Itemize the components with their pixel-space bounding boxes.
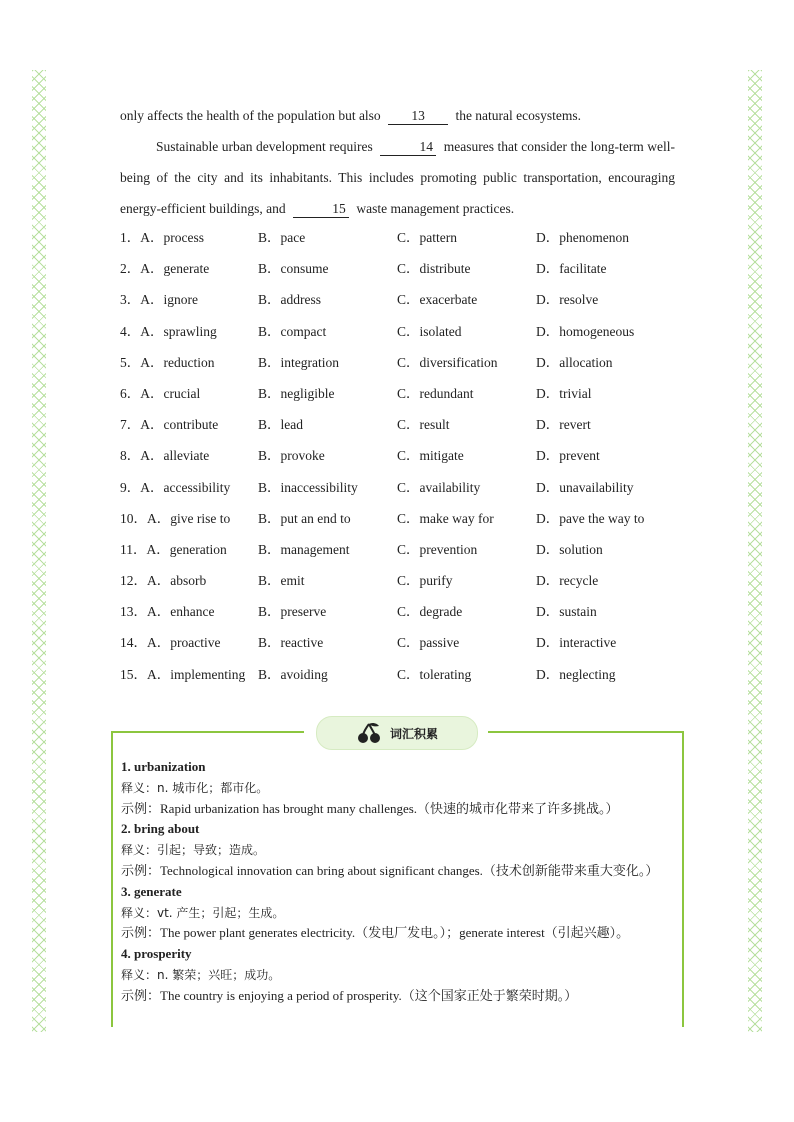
question-lead bbox=[120, 409, 258, 440]
vocab-term: 1. urbanization bbox=[121, 759, 206, 774]
option-a: A．enhance bbox=[147, 604, 215, 620]
question-lead bbox=[120, 534, 258, 565]
option-c: C．degrade bbox=[397, 604, 463, 620]
option-c: C．isolated bbox=[397, 323, 462, 339]
question-number: 9． bbox=[120, 479, 141, 495]
option-c: C．tolerating bbox=[397, 666, 472, 682]
question-list bbox=[120, 222, 680, 690]
question-number: 11． bbox=[120, 541, 147, 557]
question-row bbox=[120, 222, 680, 253]
option-d: D．allocation bbox=[536, 354, 613, 370]
question-row bbox=[120, 596, 680, 627]
question-lead bbox=[120, 627, 258, 658]
option-c: C．pattern bbox=[397, 230, 457, 245]
vocab-definition: 释义：vt. 产生；引起；生成。 bbox=[121, 905, 285, 920]
vocab-definition: 释义：n. 繁荣；兴旺；成功。 bbox=[121, 967, 281, 982]
question-number: 5． bbox=[120, 354, 141, 370]
passage-line-1-post: the natural ecosystems. bbox=[455, 108, 582, 123]
option-c: C．make way for bbox=[397, 510, 494, 526]
passage-line-1 bbox=[120, 100, 675, 131]
question-lead bbox=[120, 253, 258, 284]
option-b: B．compact bbox=[258, 323, 327, 339]
option-b: B．provoke bbox=[258, 448, 325, 464]
question-lead bbox=[120, 347, 258, 378]
vocab-example: 示例：Technological innovation can bring about significant changes.（技术创新能带来重大变化。） bbox=[121, 862, 659, 878]
option-a: A．crucial bbox=[140, 385, 201, 401]
option-d: D．pave the way to bbox=[536, 510, 645, 526]
question-number: 1． bbox=[120, 230, 141, 245]
passage-line-1-pre: only affects the health of the population but also bbox=[120, 108, 381, 123]
option-d: D．sustain bbox=[536, 604, 597, 620]
question-number: 8． bbox=[120, 448, 141, 464]
vocab-definition: 释义：n. 城市化；都市化。 bbox=[121, 780, 269, 795]
option-b: B．negligible bbox=[258, 385, 335, 401]
option-b: B．reactive bbox=[258, 635, 324, 651]
paragraph-2-pre: Sustainable urban development requires bbox=[156, 139, 373, 154]
option-c: C．prevention bbox=[397, 541, 478, 557]
question-lead bbox=[120, 378, 258, 409]
option-a: A．reduction bbox=[140, 354, 215, 370]
question-row bbox=[120, 565, 680, 596]
question-number: 13． bbox=[120, 604, 147, 620]
option-a: A．accessibility bbox=[140, 479, 231, 495]
option-c: C．mitigate bbox=[397, 448, 464, 464]
question-row bbox=[120, 316, 680, 347]
question-lead bbox=[120, 284, 258, 315]
question-lead bbox=[120, 222, 258, 253]
option-d: D．unavailability bbox=[536, 479, 634, 495]
option-d: D．phenomenon bbox=[536, 230, 629, 245]
option-d: D．trivial bbox=[536, 385, 592, 401]
paragraph-2-post: waste management practices. bbox=[356, 201, 515, 216]
option-c: C．purify bbox=[397, 573, 453, 589]
question-number: 2． bbox=[120, 261, 141, 277]
vocab-definition: 释义：引起；导致；造成。 bbox=[121, 843, 266, 858]
option-a: A．ignore bbox=[140, 292, 198, 308]
question-number: 14． bbox=[120, 635, 147, 651]
vocab-content bbox=[121, 757, 681, 1007]
question-lead bbox=[120, 565, 258, 596]
option-d: D．solution bbox=[536, 541, 603, 557]
question-row bbox=[120, 378, 680, 409]
option-d: D．neglecting bbox=[536, 666, 616, 682]
question-number: 10． bbox=[120, 510, 147, 526]
question-number: 6． bbox=[120, 385, 141, 401]
option-b: B．address bbox=[258, 292, 321, 308]
vocab-term: 4. prosperity bbox=[121, 946, 192, 962]
question-row bbox=[120, 627, 680, 658]
option-a: A．absorb bbox=[147, 573, 207, 589]
option-b: B．consume bbox=[258, 261, 329, 277]
option-b: B．avoiding bbox=[258, 666, 328, 682]
option-b: B．pace bbox=[258, 230, 306, 245]
option-b: B．emit bbox=[258, 573, 305, 589]
option-b: B．lead bbox=[258, 417, 303, 433]
question-lead bbox=[120, 440, 258, 471]
option-c: C．passive bbox=[397, 635, 460, 651]
option-a: A．give rise to bbox=[147, 510, 231, 526]
question-lead bbox=[120, 596, 258, 627]
question-number: 4． bbox=[120, 323, 141, 339]
question-number: 12． bbox=[120, 573, 147, 589]
option-d: D．interactive bbox=[536, 635, 617, 651]
option-c: C．exacerbate bbox=[397, 292, 478, 308]
question-row bbox=[120, 347, 680, 378]
vocab-example: 示例：The country is enjoying a period of prosperity.（这个国家正处于繁荣时期。） bbox=[121, 987, 578, 1003]
question-row bbox=[120, 472, 680, 503]
passage-text bbox=[120, 100, 675, 224]
option-c: C．distribute bbox=[397, 261, 471, 277]
option-b: B．put an end to bbox=[258, 510, 351, 526]
question-row bbox=[120, 534, 680, 565]
option-a: A．generation bbox=[146, 541, 227, 557]
option-b: B．inaccessibility bbox=[258, 479, 358, 495]
vocab-tab bbox=[316, 716, 478, 750]
question-number: 7． bbox=[120, 417, 141, 433]
vocab-entry bbox=[121, 757, 681, 819]
option-a: A．sprawling bbox=[140, 323, 217, 339]
option-b: B．integration bbox=[258, 354, 339, 370]
option-d: D．prevent bbox=[536, 448, 600, 464]
blank-13: 13 bbox=[388, 108, 448, 125]
option-d: D．revert bbox=[536, 417, 591, 433]
option-a: A．alleviate bbox=[140, 448, 210, 464]
question-row bbox=[120, 253, 680, 284]
vocab-entry bbox=[121, 819, 681, 881]
option-b: B．preserve bbox=[258, 604, 327, 620]
option-c: C．redundant bbox=[397, 385, 474, 401]
question-lead bbox=[120, 316, 258, 347]
left-decorative-border bbox=[32, 70, 46, 1032]
blank-15: 15 bbox=[293, 201, 349, 218]
vocab-term: 2. bring about bbox=[121, 821, 200, 837]
right-decorative-border bbox=[748, 70, 762, 1032]
option-d: D．recycle bbox=[536, 573, 599, 589]
question-number: 15． bbox=[120, 666, 147, 682]
option-c: C．result bbox=[397, 417, 450, 433]
vocab-term: 3. generate bbox=[121, 883, 182, 899]
option-a: A．generate bbox=[140, 261, 210, 277]
option-a: A．contribute bbox=[140, 417, 219, 433]
question-row bbox=[120, 409, 680, 440]
question-row bbox=[120, 503, 680, 534]
vocab-example: 示例：The power plant generates electricity.（发电厂发电。）；generate interest（引起兴趣）。 bbox=[121, 925, 630, 941]
question-row bbox=[120, 284, 680, 315]
blank-14: 14 bbox=[380, 139, 436, 156]
question-lead bbox=[120, 503, 258, 534]
option-d: D．resolve bbox=[536, 292, 599, 308]
option-c: C．availability bbox=[397, 479, 481, 495]
question-row bbox=[120, 659, 680, 690]
vocab-example: 示例：Rapid urbanization has brought many challenges.（快速的城市化带来了许多挑战。） bbox=[121, 800, 619, 816]
vocab-tab-title: 词汇积累 bbox=[389, 726, 438, 741]
question-number: 3． bbox=[120, 292, 141, 308]
vocab-entry bbox=[121, 882, 681, 944]
vocab-entry bbox=[121, 944, 681, 1006]
cherry-icon bbox=[356, 722, 382, 744]
paragraph-2-mid: measures that consider the long-term well-being of the city and its inhabitants. This includes promoting public transportation, encouraging energy-efficient buildings, and bbox=[120, 139, 676, 216]
option-c: C．diversification bbox=[397, 354, 498, 370]
option-d: D．homogeneous bbox=[536, 323, 635, 339]
question-lead bbox=[120, 659, 258, 690]
option-b: B．management bbox=[258, 541, 350, 557]
passage-paragraph-2 bbox=[120, 131, 675, 224]
option-a: A．process bbox=[140, 230, 204, 245]
option-a: A．implementing bbox=[147, 666, 246, 682]
option-d: D．facilitate bbox=[536, 261, 607, 277]
option-a: A．proactive bbox=[147, 635, 221, 651]
question-row bbox=[120, 440, 680, 471]
question-lead bbox=[120, 472, 258, 503]
